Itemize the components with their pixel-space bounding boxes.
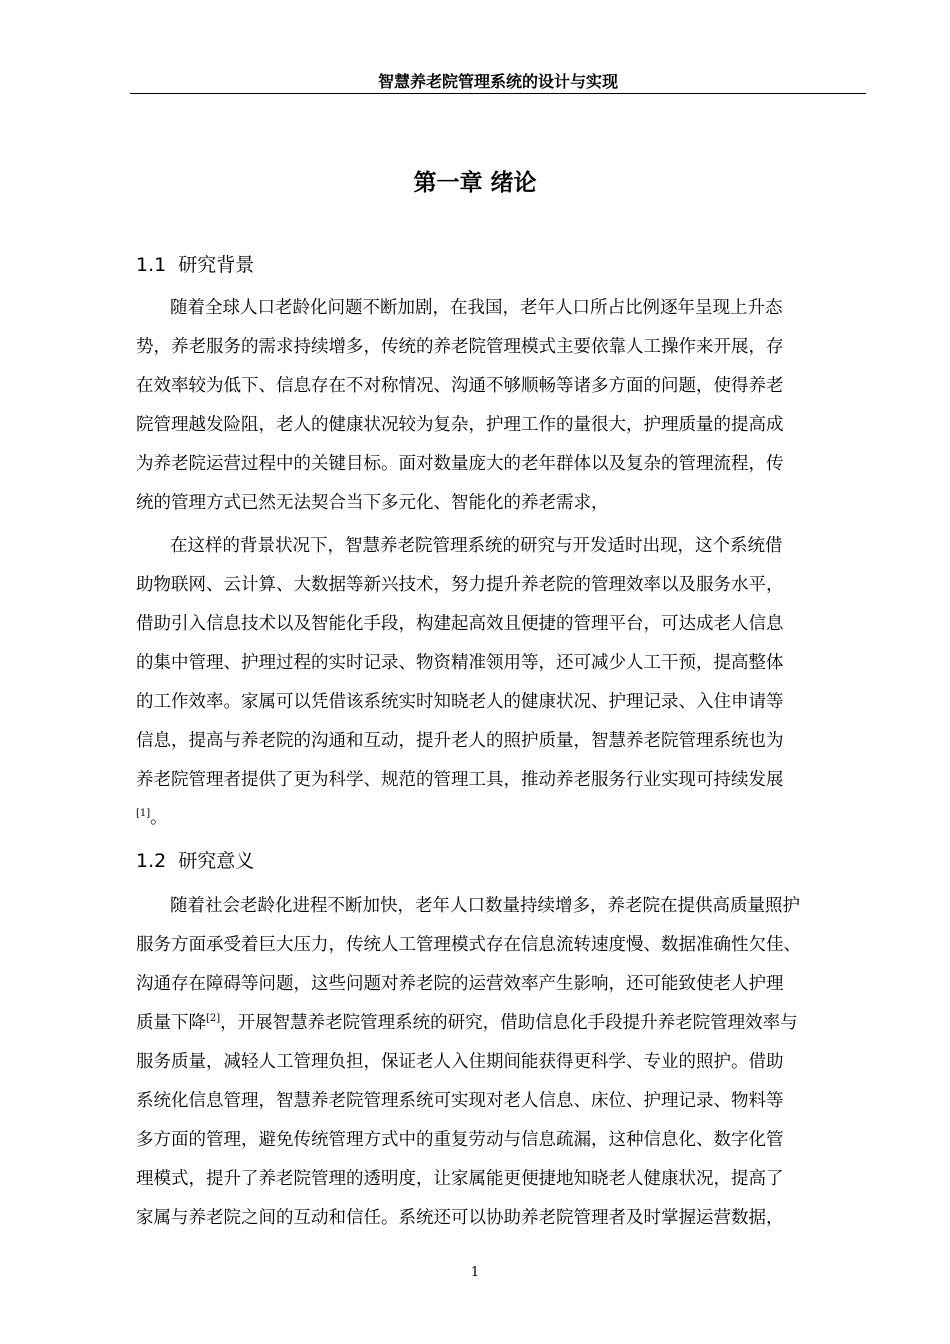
- paragraph-line: 信息，提高与养老院的沟通和互动，提升老人的照护质量，智慧养老院管理系统也为: [136, 731, 784, 751]
- section-heading-1-2: [136, 847, 254, 875]
- tail-text: 。: [150, 808, 168, 828]
- line-text: 质量下降: [136, 1013, 206, 1033]
- paragraph-line-tail: [136, 800, 168, 836]
- paragraph-line: 养老院管理者提供了更为科学、规范的管理工具，推动养老服务行业实现可持续发展: [136, 770, 784, 790]
- paragraph-line: 服务质量，减轻人工管理负担，保证老人入住期间能获得更科学、专业的照护。借助: [136, 1052, 784, 1072]
- paragraph-line: 家属与养老院之间的互动和信任。系统还可以协助养老院管理者及时掌握运营数据，: [136, 1208, 784, 1228]
- paragraph-line: 的集中管理、护理过程的实时记录、物资精准领用等，还可减少人工干预，提高整体: [136, 653, 784, 673]
- section-title: 研究背景: [178, 254, 255, 276]
- paragraph-line: 沟通存在障碍等问题，这些问题对养老院的运营效率产生影响，还可能致使老人护理: [136, 974, 784, 994]
- paragraph-line: 助物联网、云计算、大数据等新兴技术，努力提升养老院的管理效率以及服务水平，: [136, 575, 784, 595]
- section-number: 1.2: [136, 850, 167, 872]
- paragraph-line: 院管理越发险阻，老人的健康状况较为复杂，护理工作的量很大，护理质量的提高成: [136, 415, 784, 435]
- paragraph-line: 服务方面承受着巨大压力，传统人工管理模式存在信息流转速度慢、数据准确性欠佳、: [136, 935, 801, 955]
- paragraph-line: 在效率较为低下、信息存在不对称情况、沟通不够顺畅等诸多方面的问题，使得养老: [136, 376, 784, 396]
- paragraph-line: 的工作效率。家属可以凭借该系统实时知晓老人的健康状况、护理记录、入住申请等: [136, 692, 784, 712]
- paragraph-line: 随着全球人口老龄化问题不断加剧，在我国，老年人口所占比例逐年呈现上升态: [170, 298, 783, 318]
- line-text: ，开展智慧养老院管理系统的研究，借助信息化手段提升养老院管理效率与: [220, 1013, 798, 1033]
- page-number: 1: [470, 1265, 480, 1280]
- paragraph-line: 势，养老服务的需求持续增多，传统的养老院管理模式主要依靠人工操作来开展，存: [136, 337, 784, 357]
- chapter-title: 第一章 绪论: [413, 170, 537, 196]
- paragraph-line: 统的管理方式已然无法契合当下多元化、智能化的养老需求，: [136, 493, 609, 513]
- section-number: 1.1: [136, 254, 167, 276]
- paragraph-line: [136, 1005, 798, 1041]
- citation-ref: [1]: [136, 808, 151, 820]
- citation-ref: [2]: [206, 1013, 221, 1025]
- running-header: 智慧养老院管理系统的设计与实现: [130, 72, 866, 94]
- paragraph-line: 理模式，提升了养老院管理的透明度，让家属能更便捷地知晓老人健康状况，提高了: [136, 1169, 784, 1189]
- paragraph-line: 为养老院运营过程中的关键目标。面对数量庞大的老年群体以及复杂的管理流程，传: [136, 454, 784, 474]
- section-heading-1-1: [136, 251, 254, 279]
- paragraph-line: 借助引入信息技术以及智能化手段，构建起高效且便捷的管理平台，可达成老人信息: [136, 614, 784, 634]
- paragraph-line: 多方面的管理，避免传统管理方式中的重复劳动与信息疏漏，这种信息化、数字化管: [136, 1130, 784, 1150]
- section-title: 研究意义: [178, 850, 255, 872]
- paragraph-line: 系统化信息管理，智慧养老院管理系统可实现对老人信息、床位、护理记录、物料等: [136, 1091, 784, 1111]
- paragraph-line: 在这样的背景状况下，智慧养老院管理系统的研究与开发适时出现，这个系统借: [170, 536, 783, 556]
- paragraph-line: 随着社会老龄化进程不断加快，老年人口数量持续增多，养老院在提供高质量照护: [170, 896, 800, 916]
